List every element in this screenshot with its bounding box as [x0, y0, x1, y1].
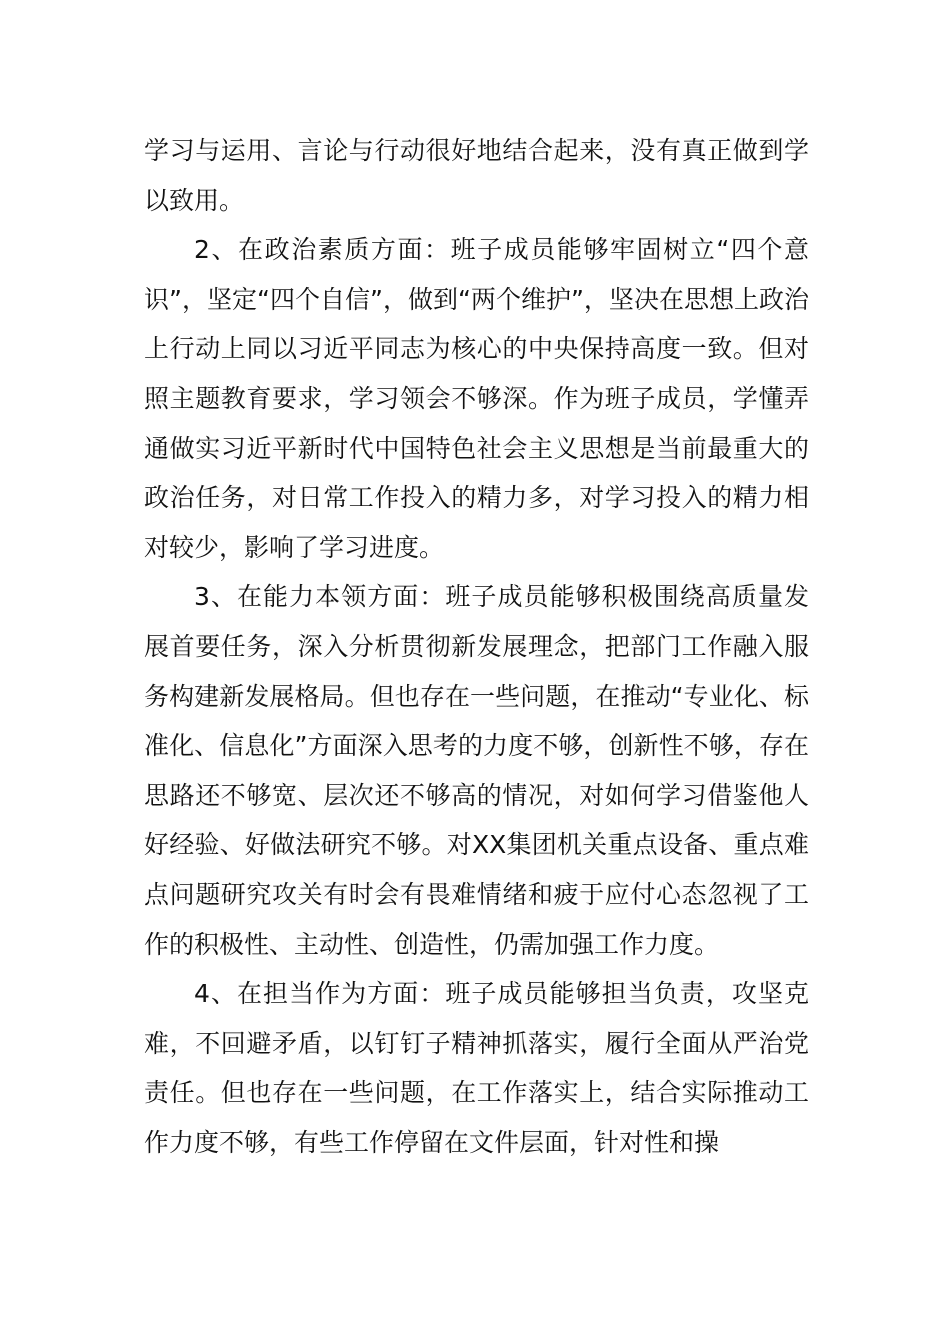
paragraph-responsibility: 4、在担当作为方面：班子成员能够担当负责，攻坚克难，不回避矛盾，以钉钉子精神抓落实，履行全面从严治党责任。但也存在一些问题，在工作落实上，结合实际推动工作力度不够，有些工作停留在文件层面，针对性和操 [144, 979, 809, 1157]
paragraph-ability: 3、在能力本领方面：班子成员能够积极围绕高质量发展首要任务，深入分析贯彻新发展理念，把部门工作融入服务构建新发展格局。但也存在一些问题，在推动“专业化、标准化、信息化”方面深入思考的力度不够，创新性不够，存在思路还不够宽、层次还不够高的情况，对如何学习借鉴他人好经验、好做法研究不够。对XX集团机关重点设备、重点难点问题研究攻关有时会有畏难情绪和疲于应付心态忽视了工作的积极性、主动性、创造性，仍需加强工作力度。 [144, 582, 809, 959]
document-body [144, 126, 809, 1167]
paragraph-continued: 学习与运用、言论与行动很好地结合起来，没有真正做到学以致用。 [144, 136, 809, 215]
paragraph-political-quality: 2、在政治素质方面：班子成员能够牢固树立“四个意识”，坚定“四个自信”，做到“两个维护”，坚决在思想上政治上行动上同以习近平同志为核心的中央保持高度一致。但对照主题教育要求，学习领会不够深。作为班子成员，学懂弄通做实习近平新时代中国特色社会主义思想是当前最重大的政治任务，对日常工作投入的精力多，对学习投入的精力相对较少，影响了学习进度。 [144, 235, 809, 562]
